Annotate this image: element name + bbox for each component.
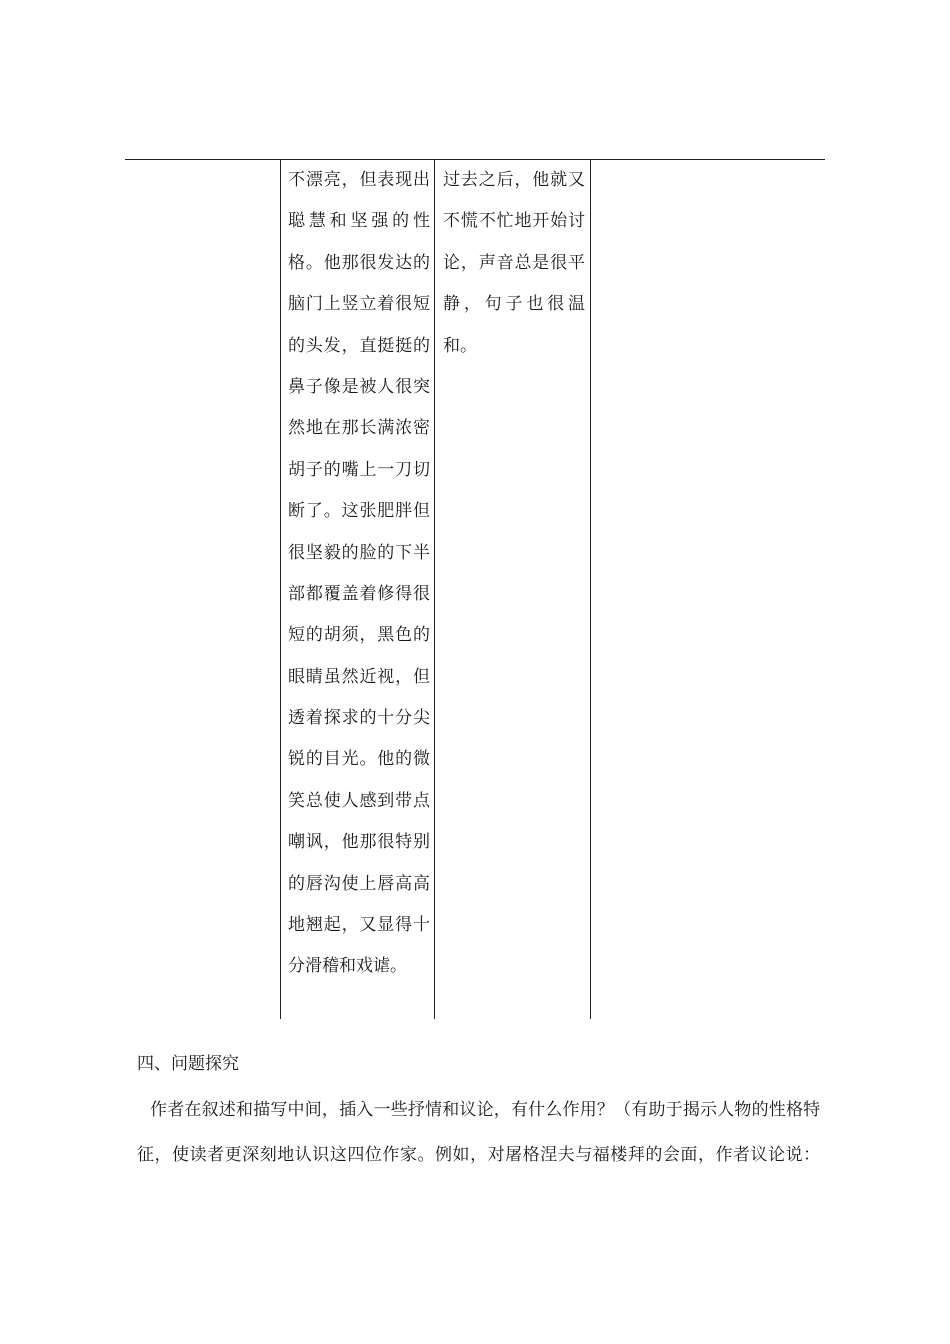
cell-line: 部都覆盖着修得很 xyxy=(288,583,431,604)
cell-line: 脑门上竖立着很短 xyxy=(288,294,431,315)
body-paragraph xyxy=(137,1088,820,1178)
paragraph-line: 征，使读者更深刻地认识这四位作家。例如，对屠格涅夫与福楼拜的会面，作者议论说： xyxy=(137,1145,821,1165)
cell-line: 不漂亮，但表现出 xyxy=(288,170,431,190)
cell-line: 不慌不忙地开始讨 xyxy=(443,211,586,232)
cell-line: 嘲讽，他那很特别 xyxy=(288,832,431,853)
cell-line: 笑总使人感到带点 xyxy=(288,790,431,811)
table-cell-description xyxy=(288,160,434,988)
table-column-divider xyxy=(590,159,591,1019)
section-heading: 四、问题探究 xyxy=(137,1054,239,1074)
cell-line: 分滑稽和戏谑。 xyxy=(288,956,407,977)
paragraph-line: 作者在叙述和描写中间，插入一些抒情和议论，有什么作用？（有助于揭示人物的性格特 xyxy=(150,1100,820,1120)
cell-line: 眼睛虽然近视，但 xyxy=(288,666,431,687)
cell-line: 很坚毅的脸的下半 xyxy=(288,542,431,563)
table-cell-behavior xyxy=(443,160,589,367)
cell-line: 然地在那长满浓密 xyxy=(288,418,431,439)
cell-line: 鼻子像是被人很突 xyxy=(288,376,431,397)
cell-line: 过去之后，他就又 xyxy=(443,170,586,190)
cell-line: 锐的目光。他的微 xyxy=(288,749,431,770)
cell-line: 的唇沟使上唇高高 xyxy=(288,873,431,894)
table-column-divider xyxy=(280,159,281,1019)
cell-line: 格。他那很发达的 xyxy=(288,252,431,273)
cell-line: 论，声音总是很平 xyxy=(443,252,586,273)
cell-line: 透着探求的十分尖 xyxy=(288,708,431,729)
cell-line: 聪慧和坚强的性 xyxy=(288,211,434,232)
cell-line: 胡子的嘴上一刀切 xyxy=(288,459,431,480)
cell-line: 和。 xyxy=(443,335,477,356)
table-column-divider xyxy=(434,159,435,1019)
cell-line: 短的胡须，黑色的 xyxy=(288,625,431,646)
cell-line: 断了。这张肥胖但 xyxy=(288,501,431,522)
cell-line: 地翘起，又显得十 xyxy=(288,915,431,936)
cell-line: 静，句子也很温 xyxy=(443,294,589,315)
cell-line: 的头发，直挺挺的 xyxy=(288,335,431,356)
